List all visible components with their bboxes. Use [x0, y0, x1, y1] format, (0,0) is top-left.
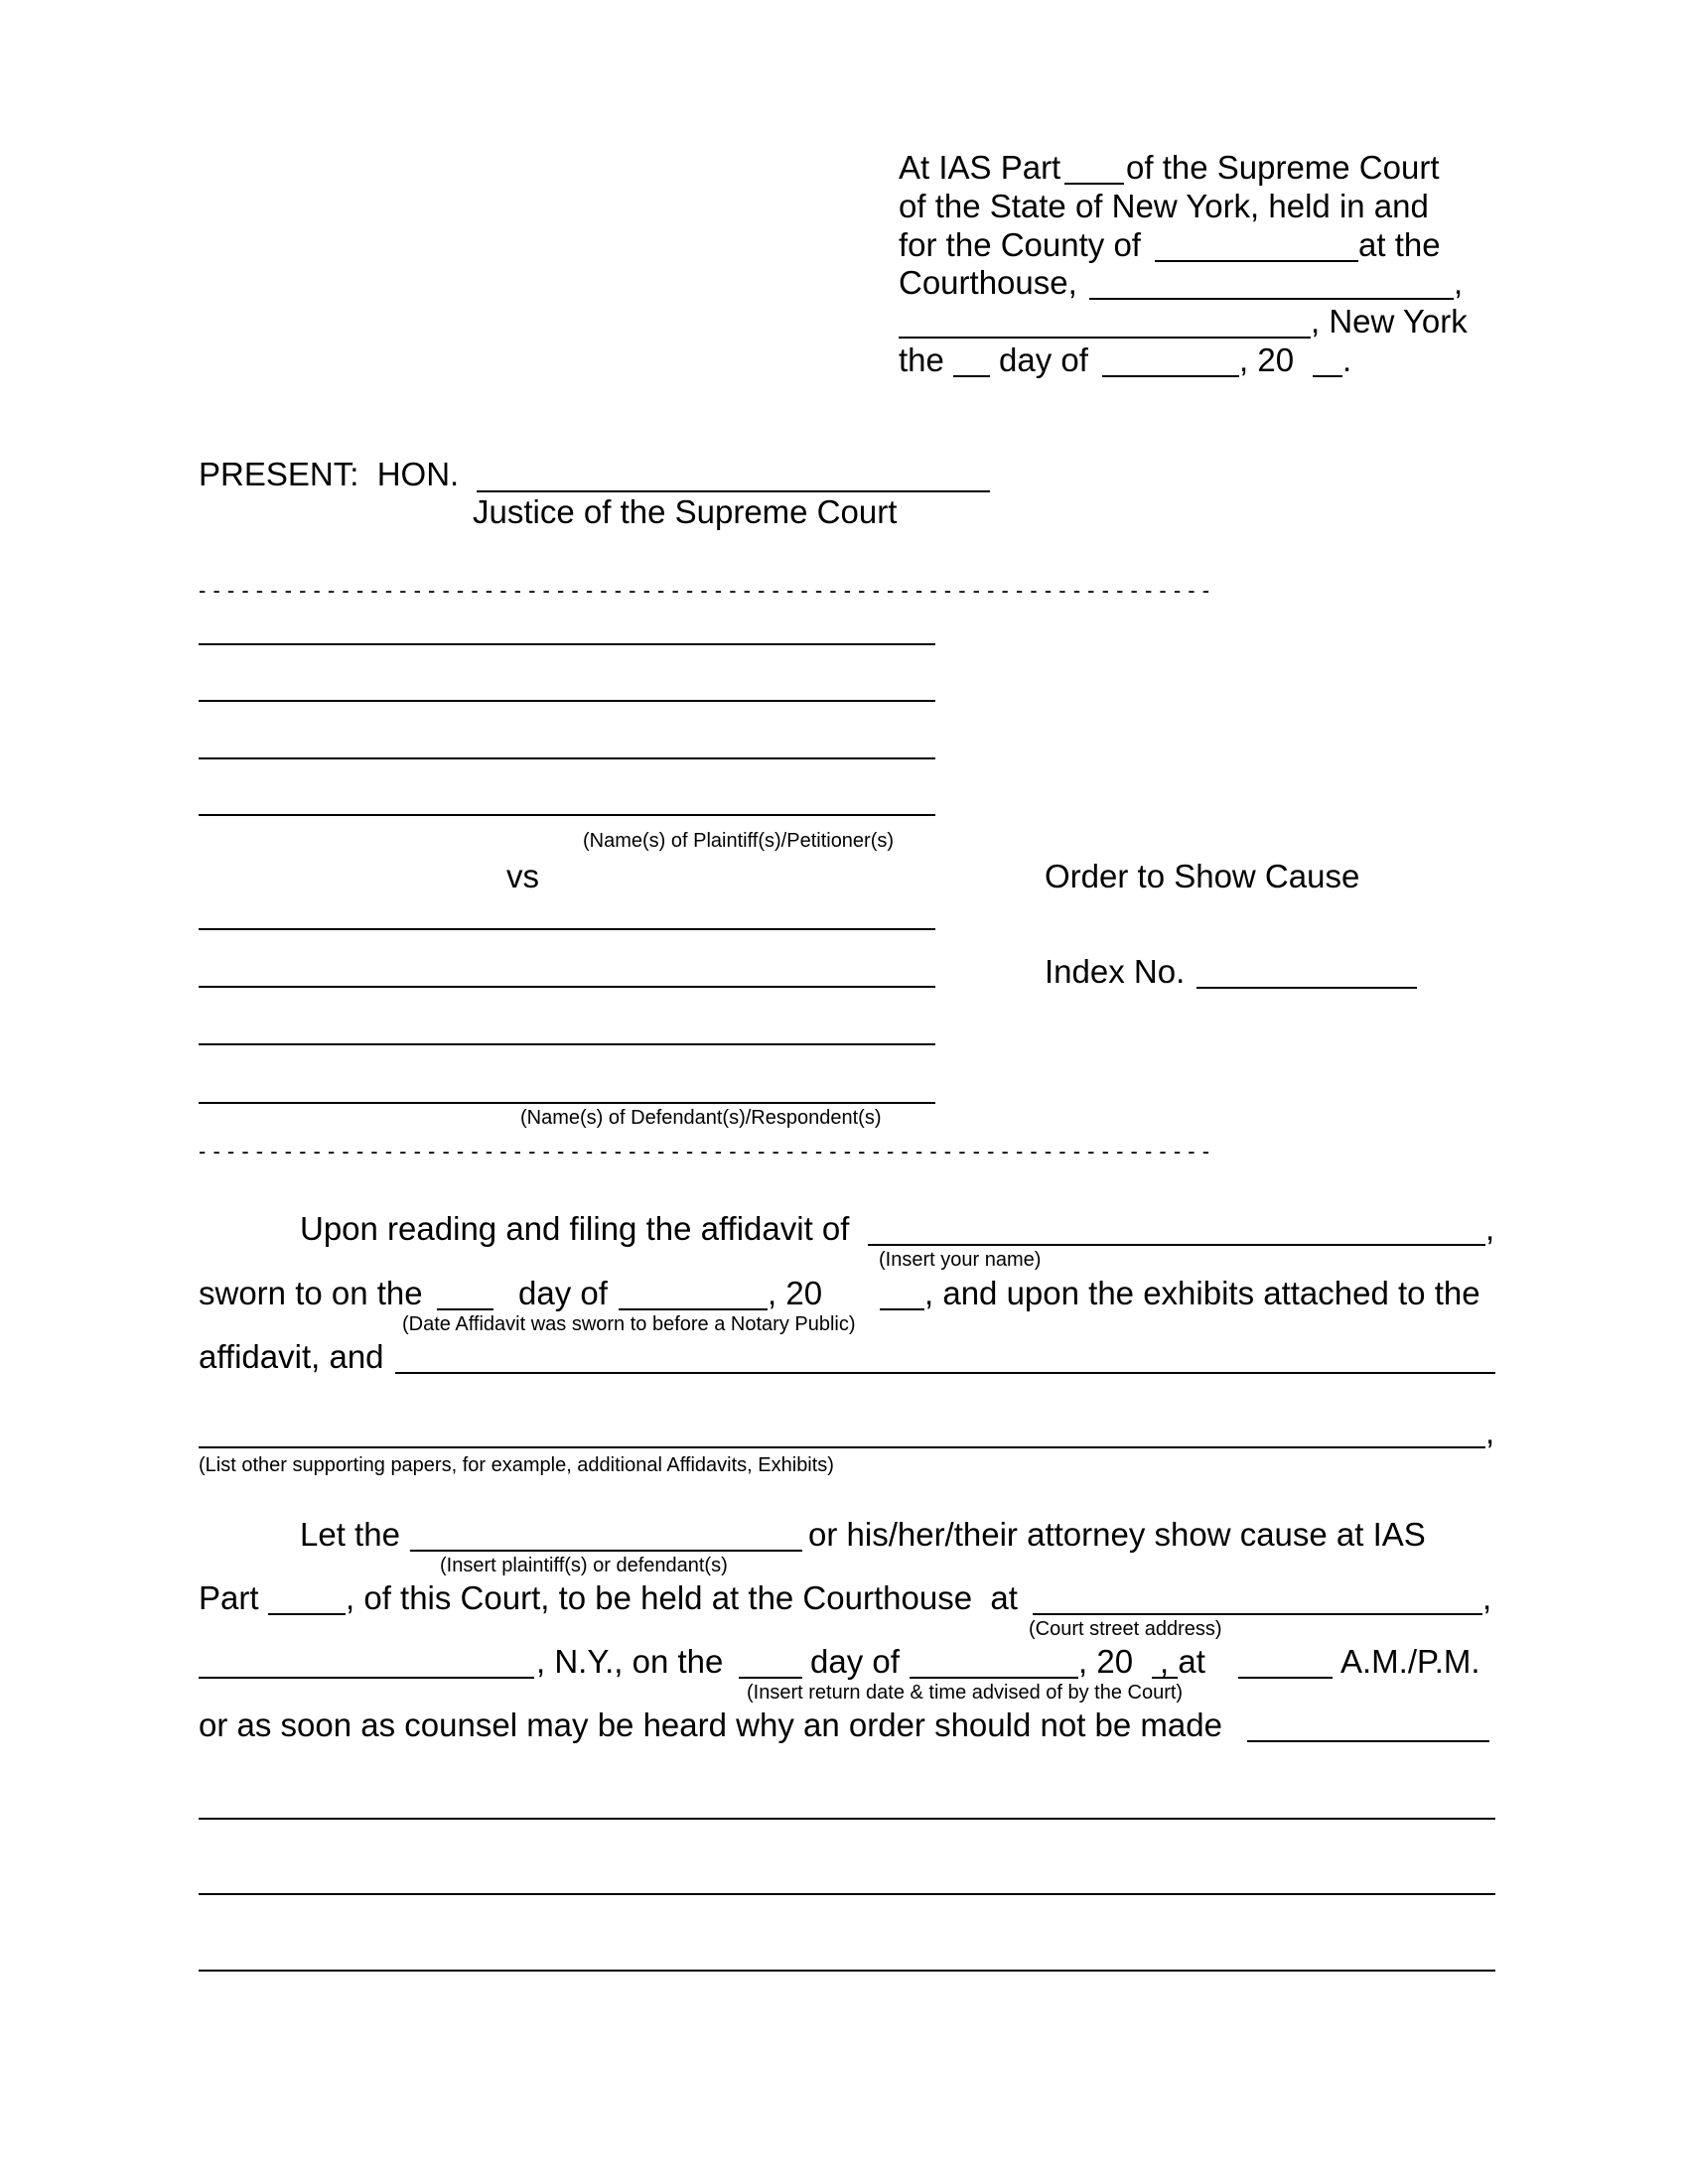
caption-line1b: of the Supreme Court — [1126, 149, 1440, 186]
caption-year-field[interactable] — [1313, 375, 1342, 377]
court-city-field[interactable] — [199, 1677, 534, 1679]
defendant-line-2[interactable] — [199, 986, 935, 988]
let-the-label: Let the — [300, 1516, 400, 1553]
defendant-line-1[interactable] — [199, 928, 935, 930]
caption-line2: of the State of New York, held in and — [899, 188, 1429, 224]
part-label: Part — [199, 1579, 259, 1616]
party-separator-top: - - - - - - - - - - - - - - - - - - - - - - - - - - - - - - - - - - - - - - - - - - - - - - - - - - - - - - - - - - - - - - - - - - - - - - - — [199, 578, 1210, 603]
index-label: Index No. — [1045, 953, 1186, 990]
courthouse-text: , of this Court, to be held at the Courthouse at — [346, 1579, 1018, 1616]
sworn-text-b: day of — [518, 1275, 608, 1311]
sworn-text-a: sworn to on the — [199, 1275, 423, 1311]
return-at: , at — [1160, 1643, 1205, 1680]
hint-papers: (List other supporting papers, for example, additional Affidavits, Exhibits) — [199, 1454, 834, 1476]
sworn-month-field[interactable] — [619, 1308, 768, 1310]
order-relief-field-1[interactable] — [1247, 1740, 1489, 1742]
ias-part-field[interactable] — [1064, 183, 1124, 185]
affiant-name-field[interactable] — [868, 1244, 1485, 1246]
defendant-line-3[interactable] — [199, 1043, 935, 1045]
county-field[interactable] — [1155, 260, 1358, 262]
show-cause-text: or his/her/their attorney show cause at IAS — [808, 1516, 1426, 1553]
document-title: Order to Show Cause — [1045, 858, 1360, 894]
party-separator-bottom: - - - - - - - - - - - - - - - - - - - - - - - - - - - - - - - - - - - - - - - - - - - - - - - - - - - - - - - - - - - - - - - - - - - - - - - — [199, 1139, 1210, 1163]
plaintiff-line-1[interactable] — [199, 643, 935, 645]
caption-line4b: , — [1454, 264, 1464, 301]
part-number-field[interactable] — [268, 1613, 346, 1615]
order-relief-field-3[interactable] — [199, 1893, 1495, 1895]
order-relief-field-4[interactable] — [199, 1970, 1495, 1972]
hint-name: (Insert your name) — [879, 1249, 1042, 1271]
plaintiff-caption: (Name(s) of Plaintiff(s)/Petitioner(s) — [583, 830, 895, 852]
caption-line3a: for the County of — [899, 226, 1141, 263]
caption-line6b: day of — [999, 341, 1088, 378]
affidavit-intro: Upon reading and filing the affidavit of — [300, 1210, 850, 1247]
sworn-text-c: , 20 — [768, 1275, 823, 1311]
defendant-caption: (Name(s) of Defendant(s)/Respondent(s) — [520, 1107, 882, 1129]
defendant-line-4[interactable] — [199, 1102, 935, 1104]
court-address-comma: , — [1482, 1579, 1492, 1616]
supporting-papers-field-1[interactable] — [395, 1372, 1495, 1374]
caption-line6c: , 20 — [1239, 341, 1295, 378]
courthouse-city-field[interactable] — [899, 337, 1311, 339]
sworn-day-field[interactable] — [437, 1308, 493, 1310]
party-field[interactable] — [410, 1550, 802, 1552]
vs-label: vs — [506, 858, 539, 894]
caption-line3b: at the — [1358, 226, 1441, 263]
caption-line5: , New York — [1311, 303, 1468, 340]
supporting-papers-field-2[interactable] — [199, 1446, 1485, 1448]
return-twenty: , 20 — [1078, 1643, 1134, 1680]
return-day-field[interactable] — [739, 1677, 802, 1679]
plaintiff-line-4[interactable] — [199, 814, 935, 816]
caption-line6d: . — [1342, 341, 1352, 378]
return-time-field[interactable] — [1238, 1677, 1333, 1679]
return-month-field[interactable] — [910, 1677, 1078, 1679]
hint-party: (Insert plaintiff(s) or defendant(s) — [440, 1555, 728, 1576]
caption-line1a: At IAS Part — [899, 149, 1061, 186]
court-address-field[interactable] — [1033, 1613, 1482, 1615]
sworn-text-d: , and upon the exhibits attached to the — [924, 1275, 1480, 1311]
caption-month-field[interactable] — [1102, 375, 1239, 377]
ny-on-the: , N.Y., on the — [536, 1643, 724, 1680]
affidavit-intro-comma: , — [1485, 1210, 1495, 1247]
supporting-papers-comma: , — [1485, 1414, 1495, 1450]
hint-address: (Court street address) — [1029, 1618, 1222, 1640]
justice-name-field[interactable] — [477, 490, 990, 492]
caption-line4a: Courthouse, — [899, 264, 1077, 301]
present-label: PRESENT: HON. — [199, 456, 460, 492]
am-pm-label: A.M./P.M. — [1340, 1643, 1480, 1680]
return-day-of: day of — [810, 1643, 900, 1680]
caption-day-field[interactable] — [953, 375, 990, 377]
sworn-year-field[interactable] — [880, 1308, 924, 1310]
courthouse-field[interactable] — [1089, 298, 1454, 300]
plaintiff-line-3[interactable] — [199, 757, 935, 759]
affidavit-and: affidavit, and — [199, 1338, 384, 1375]
order-relief-field-2[interactable] — [199, 1818, 1495, 1820]
hint-date: (Date Affidavit was sworn to before a Notary Public) — [402, 1313, 856, 1335]
hint-return: (Insert return date & time advised of by the Court) — [747, 1682, 1184, 1704]
as-soon-text: or as soon as counsel may be heard why an order should not be made — [199, 1706, 1222, 1743]
caption-line6a: the — [899, 341, 944, 378]
justice-title: Justice of the Supreme Court — [473, 493, 898, 530]
index-number-field[interactable] — [1196, 987, 1417, 989]
plaintiff-line-2[interactable] — [199, 700, 935, 702]
